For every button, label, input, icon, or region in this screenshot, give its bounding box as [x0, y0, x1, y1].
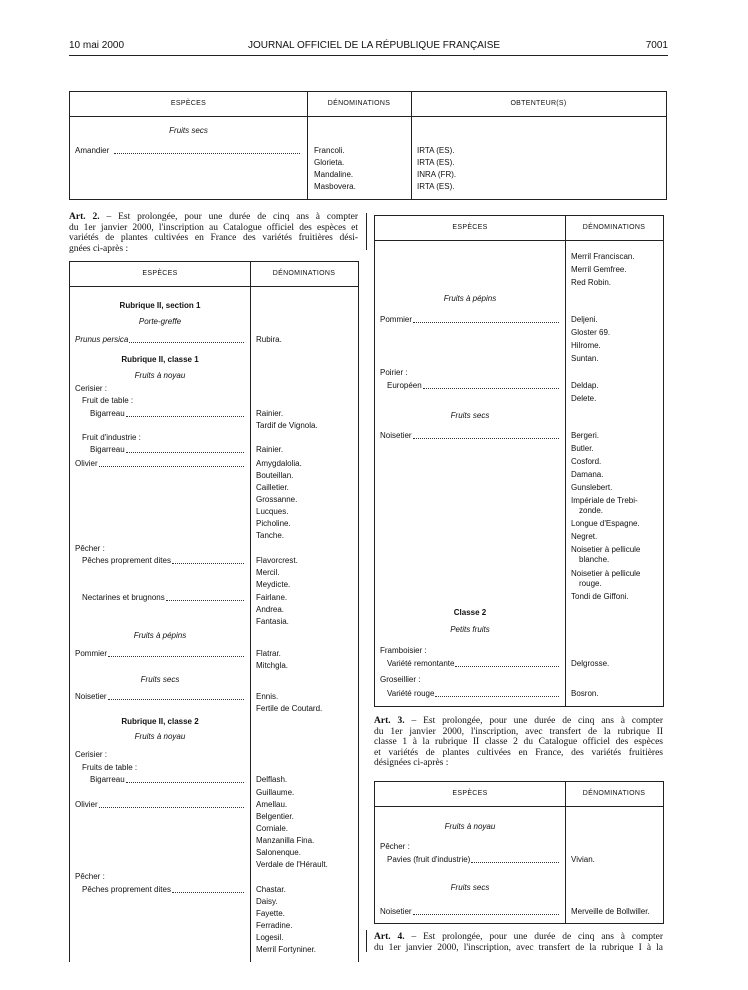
dot-leader	[166, 600, 244, 601]
denomination-cell: Damana.	[571, 470, 604, 479]
denomination-cell: Bergeri.	[571, 431, 600, 440]
denomination-cell: Merril Franciscan.	[571, 252, 635, 261]
denomination-cell: Manzanilla Fina.	[256, 836, 315, 845]
denomination-cell: Merril Fortyniner.	[256, 945, 317, 954]
denomination-cell: Flatrar.	[256, 649, 281, 658]
denomination-cell: Grossanne.	[256, 495, 298, 504]
group-heading: Petits fruits	[450, 625, 490, 634]
column-header-species: ESPÈCES	[142, 270, 178, 277]
denomination-cell: Hilrome.	[571, 341, 601, 350]
dot-leader	[455, 666, 559, 667]
breeder-cell: IRTA (ES).	[417, 158, 455, 167]
article-2	[69, 212, 358, 254]
species-label: Amandier	[75, 146, 110, 155]
denomination-cell: zonde.	[579, 506, 604, 515]
denomination-cell: Impériale de Trebi-	[571, 496, 638, 505]
species-cell: Pêches proprement dites	[82, 556, 171, 565]
denomination-cell: Ferradine.	[256, 921, 293, 930]
denomination-cell: Suntan.	[571, 354, 599, 363]
header-rule	[69, 55, 668, 56]
dot-leader	[172, 563, 244, 564]
denomination-cell: Gunslebert.	[571, 483, 613, 492]
article-text-line: classe 1 à la rubrique II classe 2 du Catalogue officiel des espèces	[374, 737, 663, 747]
breeder-cell: IRTA (ES).	[417, 146, 455, 155]
table-3	[374, 215, 664, 707]
species-cell: Framboisier :	[380, 646, 427, 655]
group-heading: Fruits à noyau	[134, 371, 186, 380]
breeder-cell: IRTA (ES).	[417, 182, 455, 191]
column-header-denominations: DÉNOMINATIONS	[582, 790, 646, 797]
species-cell: Pêcher :	[75, 872, 105, 881]
dot-leader	[99, 466, 244, 467]
denomination-cell: Tardif de Vignola.	[256, 421, 318, 430]
denomination-cell: Noisetier à pellicule	[571, 569, 641, 578]
table-header	[375, 782, 663, 807]
header-title: JOURNAL OFFICIEL DE LA RÉPUBLIQUE FRANÇAISE	[247, 40, 501, 51]
section-heading: Classe 2	[453, 608, 487, 617]
dot-leader	[126, 416, 244, 417]
species-cell: Nectarines et brugnons	[82, 593, 165, 602]
article-text-line: – Est prolongée, pour une durée de cinq ans à compter	[411, 716, 664, 726]
denomination-cell: rouge.	[579, 579, 602, 588]
dot-leader	[423, 388, 559, 389]
article-text-line: du 1er janvier 2000, l'inscription, avec transfert de la rubrique II	[374, 726, 663, 737]
dot-leader	[126, 452, 244, 453]
denomination-cell: Daisy.	[256, 897, 278, 906]
denomination-cell: Deldap.	[571, 381, 599, 390]
dot-leader	[99, 807, 244, 808]
denomination-cell: Chastar.	[256, 885, 286, 894]
column-divider	[250, 262, 251, 962]
species-cell: Olivier	[75, 459, 98, 468]
column-divider	[565, 782, 566, 923]
dot-leader	[413, 914, 559, 915]
species-cell: Variété remontante	[387, 659, 455, 668]
denomination-cell: Tanche.	[256, 531, 285, 540]
denomination-cell: Lucques.	[256, 507, 289, 516]
denomination-cell: Deljeni.	[571, 315, 598, 324]
denomination-cell: Glorieta.	[314, 158, 345, 167]
species-cell: Olivier	[75, 800, 98, 809]
species-cell: Bigarreau	[90, 445, 125, 454]
denomination-cell: Masbovera.	[314, 182, 356, 191]
denomination-cell: Vivian.	[571, 855, 595, 864]
column-header-denominations: DÉNOMINATIONS	[582, 224, 646, 231]
article-text-line: variétés de plantes cultivées en France des variétés fruitières dési-	[69, 233, 358, 243]
table-header	[70, 92, 666, 117]
species-cell: Noisetier	[75, 692, 107, 701]
denomination-cell: Mitchgla.	[256, 661, 289, 670]
species-cell: Prunus persica	[75, 335, 129, 344]
denomination-cell: Ennis.	[256, 692, 279, 701]
article-text-line: et variétés de plantes cultivées en France, des variétés fruitières	[374, 747, 663, 758]
section-heading: Rubrique II, section 1	[119, 301, 201, 310]
denomination-cell: Cailletier.	[256, 483, 289, 492]
denomination-cell: Bouteillan.	[256, 471, 294, 480]
dot-leader	[108, 656, 244, 657]
dot-leader	[172, 892, 244, 893]
dot-leader	[471, 862, 559, 863]
column-rule	[366, 930, 367, 952]
denomination-cell: Francoli.	[314, 146, 345, 155]
denomination-cell: Corniale.	[256, 824, 289, 833]
group-heading: Fruits à pépins	[133, 631, 187, 640]
dot-leader	[108, 699, 244, 700]
denomination-cell: Mercil.	[256, 568, 280, 577]
denomination-cell: Fertile de Coutard.	[256, 704, 323, 713]
article-label: Art. 2.	[69, 212, 100, 222]
article-4	[374, 932, 663, 953]
species-cell: Noisetier	[380, 431, 412, 440]
table-2	[69, 261, 359, 962]
denomination-cell: Amygdalolia.	[256, 459, 302, 468]
dot-leader	[413, 322, 559, 323]
article-text-line: du 1er janvier 2000, l'inscription au Catalogue officiel des espèces et	[69, 222, 358, 233]
denomination-cell: Belgentier.	[256, 812, 294, 821]
species-cell: Noisetier	[380, 907, 412, 916]
denomination-cell: Mandaline.	[314, 170, 354, 179]
column-header-denominations: DÉNOMINATIONS	[272, 270, 336, 277]
table-4	[374, 781, 664, 924]
article-text-line: – Est prolongée, pour une durée de cinq ans à compter	[106, 212, 359, 222]
article-text-line: du 1er janvier 2000, l'inscription, avec transfert de la rubrique I à la	[374, 942, 663, 953]
denomination-cell: Bosron.	[571, 689, 599, 698]
species-cell: Bigarreau	[90, 775, 125, 784]
denomination-cell: Delete.	[571, 394, 597, 403]
denomination-cell: Noisetier à pellicule	[571, 545, 641, 554]
denomination-cell: Red Robin.	[571, 278, 612, 287]
table-1	[69, 91, 667, 200]
group-heading: Fruits à pépins	[443, 294, 497, 303]
dot-leader	[126, 782, 244, 783]
dot-leader	[435, 696, 559, 697]
species-cell: Cerisier :	[75, 384, 108, 393]
denomination-cell: Guillaume.	[256, 788, 295, 797]
table-header	[375, 216, 663, 241]
denomination-cell: Merveille de Bollwiller.	[571, 907, 650, 916]
dot-leader	[114, 153, 300, 154]
dot-leader	[129, 342, 244, 343]
column-divider	[411, 92, 412, 199]
denomination-cell: Verdale de l'Hérault.	[256, 860, 328, 869]
column-header-species: ESPÈCES	[170, 100, 207, 107]
denomination-cell: Logesil.	[256, 933, 284, 942]
article-3	[374, 716, 663, 769]
header-page-number: 7001	[645, 40, 668, 51]
group-heading: Porte-greffe	[138, 317, 182, 326]
species-cell: Variété rouge	[387, 689, 435, 698]
species-cell: Pommier	[380, 315, 413, 324]
article-text-line: gnées ci-après :	[69, 243, 129, 254]
denomination-cell: Rainier.	[256, 409, 284, 418]
article-label: Art. 4.	[374, 932, 405, 942]
denomination-cell: Amellau.	[256, 800, 288, 809]
denomination-cell: Rubira.	[256, 335, 282, 344]
denomination-cell: Delflash.	[256, 775, 288, 784]
species-cell: Fruit d'industrie :	[82, 433, 141, 442]
column-header-species: ESPÈCES	[452, 224, 488, 231]
article-label: Art. 3.	[374, 716, 405, 726]
species-cell: Bigarreau	[90, 409, 125, 418]
article-text-line: désignées ci-après :	[374, 758, 449, 768]
denomination-cell: Flavorcrest.	[256, 556, 298, 565]
denomination-cell: Fantasia.	[256, 617, 289, 626]
breeder-cell: INRA (FR).	[417, 170, 457, 179]
group-heading: Fruits secs	[450, 883, 490, 892]
column-divider	[565, 216, 566, 706]
group-heading: Fruits secs	[169, 126, 208, 135]
group-heading: Fruits secs	[140, 675, 180, 684]
dot-leader	[413, 438, 559, 439]
column-header-species: ESPÈCES	[452, 790, 488, 797]
denomination-cell: Meydicte.	[256, 580, 291, 589]
species-cell: Européen	[387, 381, 422, 390]
group-heading: Fruits à noyau	[444, 822, 496, 831]
species-cell: Cerisier :	[75, 750, 108, 759]
denomination-cell: Gloster 69.	[571, 328, 611, 337]
header-date: 10 mai 2000	[69, 40, 125, 51]
denomination-cell: Merril Gemfree.	[571, 265, 627, 274]
denomination-cell: Cosford.	[571, 457, 602, 466]
column-header-breeders: OBTENTEUR(S)	[510, 100, 567, 107]
article-text-line: – Est prolongée, pour une durée de cinq ans à compter	[411, 932, 664, 942]
section-heading: Rubrique II, classe 2	[121, 717, 199, 726]
species-cell: Pêches proprement dites	[82, 885, 171, 894]
table-header	[70, 262, 358, 287]
species-cell: Poirier :	[380, 368, 408, 377]
denomination-cell: Salonenque.	[256, 848, 301, 857]
denomination-cell: Fayette.	[256, 909, 285, 918]
section-heading: Rubrique II, classe 1	[121, 355, 199, 364]
species-cell: Groseillier :	[380, 675, 421, 684]
group-heading: Fruits secs	[450, 411, 490, 420]
column-divider	[307, 92, 308, 199]
species-cell: Pavies (fruit d'industrie)	[387, 855, 471, 864]
column-header-denominations: DÉNOMINATIONS	[327, 100, 391, 107]
species-cell: Pêcher :	[75, 544, 105, 553]
species-cell: Fruit de table :	[82, 396, 134, 405]
denomination-cell: Delgrosse.	[571, 659, 610, 668]
group-heading: Fruits à noyau	[134, 732, 186, 741]
denomination-cell: Fairlane.	[256, 593, 288, 602]
denomination-cell: Butler.	[571, 444, 594, 453]
species-cell: Fruits de table :	[82, 763, 138, 772]
column-rule	[366, 213, 367, 250]
denomination-cell: Tondi de Giffoni.	[571, 592, 629, 601]
denomination-cell: Picholine.	[256, 519, 291, 528]
denomination-cell: Andrea.	[256, 605, 285, 614]
species-cell: Pêcher :	[380, 842, 410, 851]
denomination-cell: Longue d'Espagne.	[571, 519, 640, 528]
denomination-cell: blanche.	[579, 555, 610, 564]
denomination-cell: Negret.	[571, 532, 598, 541]
species-cell: Pommier	[75, 649, 108, 658]
denomination-cell: Rainier.	[256, 445, 284, 454]
